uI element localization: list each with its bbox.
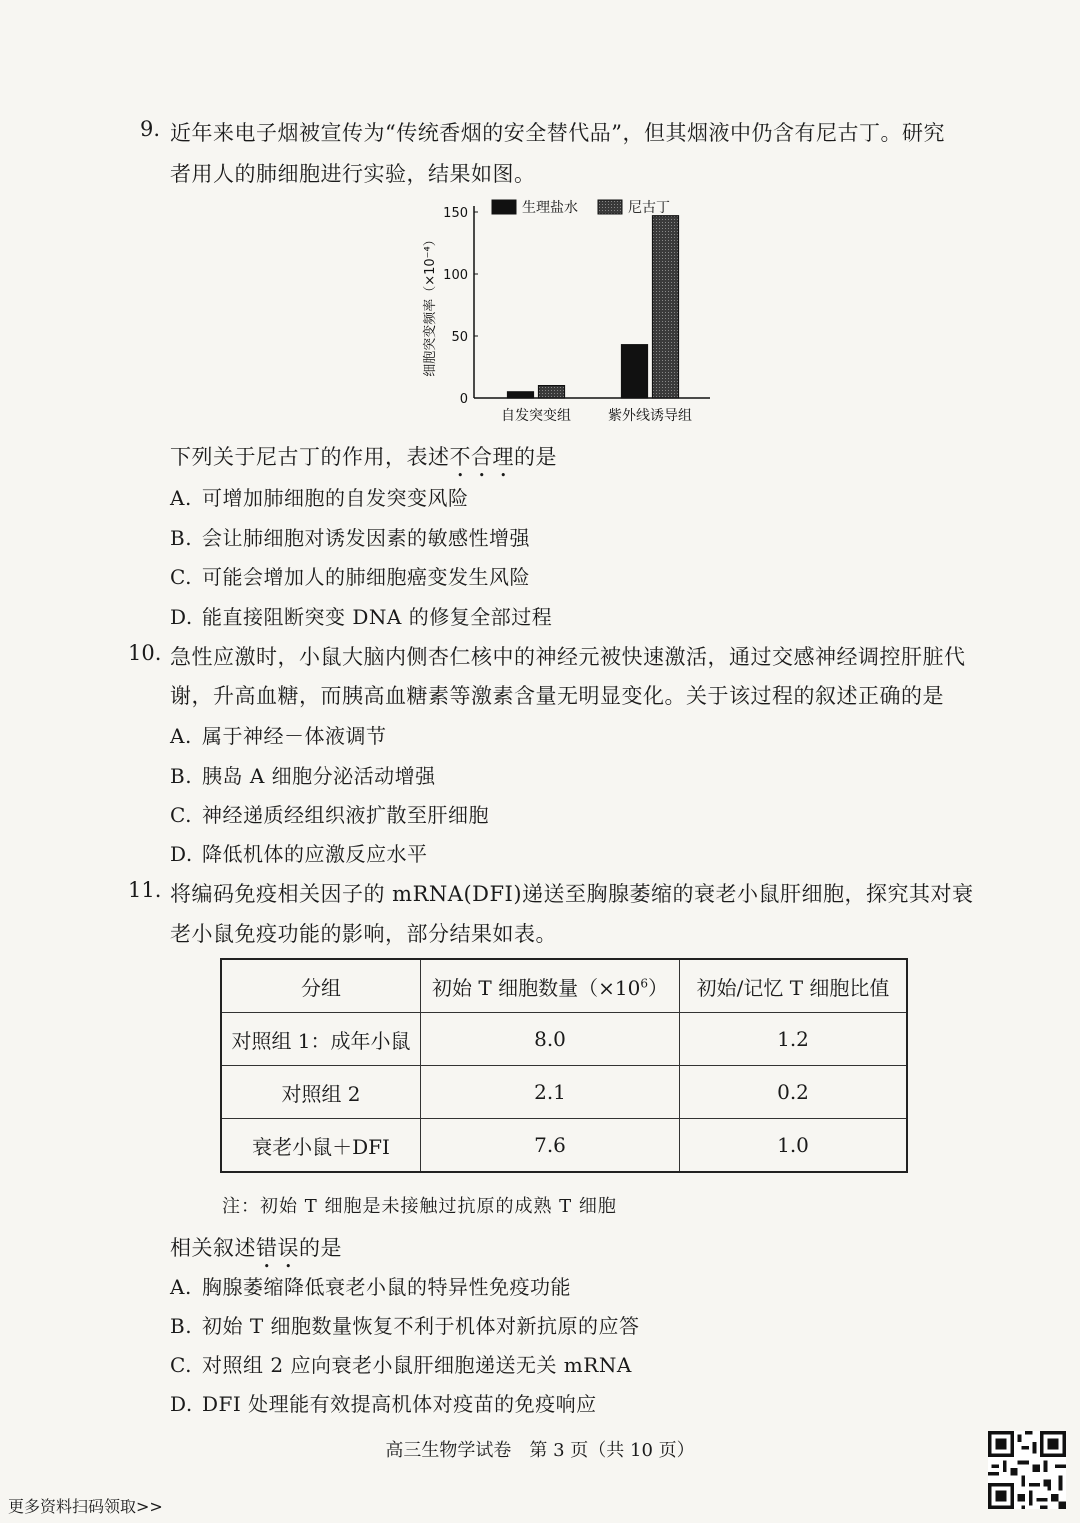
q11-option-c: C. 对照组 2 应向衰老小鼠肝细胞递送无关 mRNA <box>170 1353 632 1377</box>
q11-question-emphasis: 错误 <box>256 1236 299 1260</box>
y-tick-label: 150 <box>443 206 468 221</box>
table-cell: 1.0 <box>680 1119 908 1173</box>
y-axis-label: 细胞突变频率（×10⁻⁴） <box>423 233 438 377</box>
y-tick-label: 100 <box>443 268 468 283</box>
legend-swatch <box>492 200 516 214</box>
table-header-row <box>221 959 907 1013</box>
table-cell: 2.1 <box>421 1066 680 1119</box>
table-cell: 对照组 1：成年小鼠 <box>221 1013 421 1066</box>
table-cell: 7.6 <box>421 1119 680 1173</box>
results-table <box>220 958 908 1173</box>
q11-option-a: A. 胸腺萎缩降低衰老小鼠的特异性免疫功能 <box>170 1275 571 1299</box>
x-tick-label: 紫外线诱导组 <box>608 408 692 424</box>
bar-saline <box>622 345 648 398</box>
q11-number: 11. <box>128 878 162 902</box>
table-row <box>221 1119 907 1173</box>
bar-nicotine <box>653 216 679 398</box>
q11-stem-line1: 将编码免疫相关因子的 mRNA(DFI)递送至胸腺萎缩的衰老小鼠肝细胞，探究其对衰 <box>170 882 974 906</box>
y-tick-label: 50 <box>451 330 468 345</box>
table-header: 初始 T 细胞数量$(\times 10^6)$ <box>421 959 680 1013</box>
x-tick-label: 自发突变组 <box>501 408 571 424</box>
q11-stem-line2: 老小鼠免疫功能的影响，部分结果如表。 <box>170 922 557 946</box>
qr-code-icon[interactable] <box>988 1431 1066 1509</box>
q10-number: 10. <box>128 641 162 665</box>
bar-nicotine <box>539 386 565 398</box>
table-cell: 0.2 <box>680 1066 908 1119</box>
more-resources-link[interactable]: 更多资料扫码领取>> <box>8 1497 163 1516</box>
q9-option-b: B. 会让肺细胞对诱发因素的敏感性增强 <box>170 526 530 550</box>
q9-option-a: A. 可增加肺细胞的自发突变风险 <box>170 486 469 510</box>
table-cell: 衰老小鼠＋DFI <box>221 1119 421 1173</box>
y-tick-label: 0 <box>459 392 468 407</box>
q10-option-c: C. 神经递质经组织液扩散至肝细胞 <box>170 803 489 827</box>
legend-swatch <box>598 200 622 214</box>
q9-number: 9. <box>140 117 161 141</box>
table-row <box>221 1066 907 1119</box>
table-header: 初始/记忆 T 细胞比值 <box>680 959 908 1013</box>
page-footer: 高三生物学试卷 第 3 页（共 10 页） <box>385 1440 695 1461</box>
q10-stem-line1: 急性应激时，小鼠大脑内侧杏仁核中的神经元被快速激活，通过交感神经调控肝脏代 <box>170 645 966 669</box>
table-note: 注：初始 T 细胞是未接触过抗原的成熟 T 细胞 <box>222 1196 617 1217</box>
table-cell: 对照组 2 <box>221 1066 421 1119</box>
q9-stem-line1: 近年来电子烟被宣传为“传统香烟的安全替代品”，但其烟液中仍含有尼古丁。研究 <box>170 121 945 145</box>
q10-stem-line2: 谢，升高血糖，而胰高血糖素等激素含量无明显变化。关于该过程的叙述正确的是 <box>170 684 944 708</box>
q9-question: 下列关于尼古丁的作用，表述不合理的是 <box>170 445 557 469</box>
table-cell: 8.0 <box>421 1013 680 1066</box>
q9-option-d: D. 能直接阻断突变 DNA 的修复全部过程 <box>170 605 553 629</box>
q10-option-d: D. 降低机体的应激反应水平 <box>170 842 428 866</box>
table-cell: 1.2 <box>680 1013 908 1066</box>
table-header: 分组 <box>221 959 421 1013</box>
legend-label: 生理盐水 <box>522 200 578 216</box>
mutation-bar-chart <box>410 192 730 432</box>
q10-option-b: B. 胰岛 A 细胞分泌活动增强 <box>170 764 436 788</box>
q11-option-d: D. DFI 处理能有效提高机体对疫苗的免疫响应 <box>170 1392 597 1416</box>
q11-option-b: B. 初始 T 细胞数量恢复不利于机体对新抗原的应答 <box>170 1314 640 1338</box>
bar-saline <box>508 392 534 398</box>
q9-stem-line2: 者用人的肺细胞进行实验，结果如图。 <box>170 162 536 186</box>
q11-question: 相关叙述错误的是 <box>170 1236 342 1260</box>
q9-option-c: C. 可能会增加人的肺细胞癌变发生风险 <box>170 565 530 589</box>
table-row <box>221 1013 907 1066</box>
q9-question-emphasis: 不合理 <box>449 445 514 469</box>
legend-label: 尼古丁 <box>628 200 670 216</box>
q10-option-a: A. 属于神经－体液调节 <box>170 724 387 748</box>
